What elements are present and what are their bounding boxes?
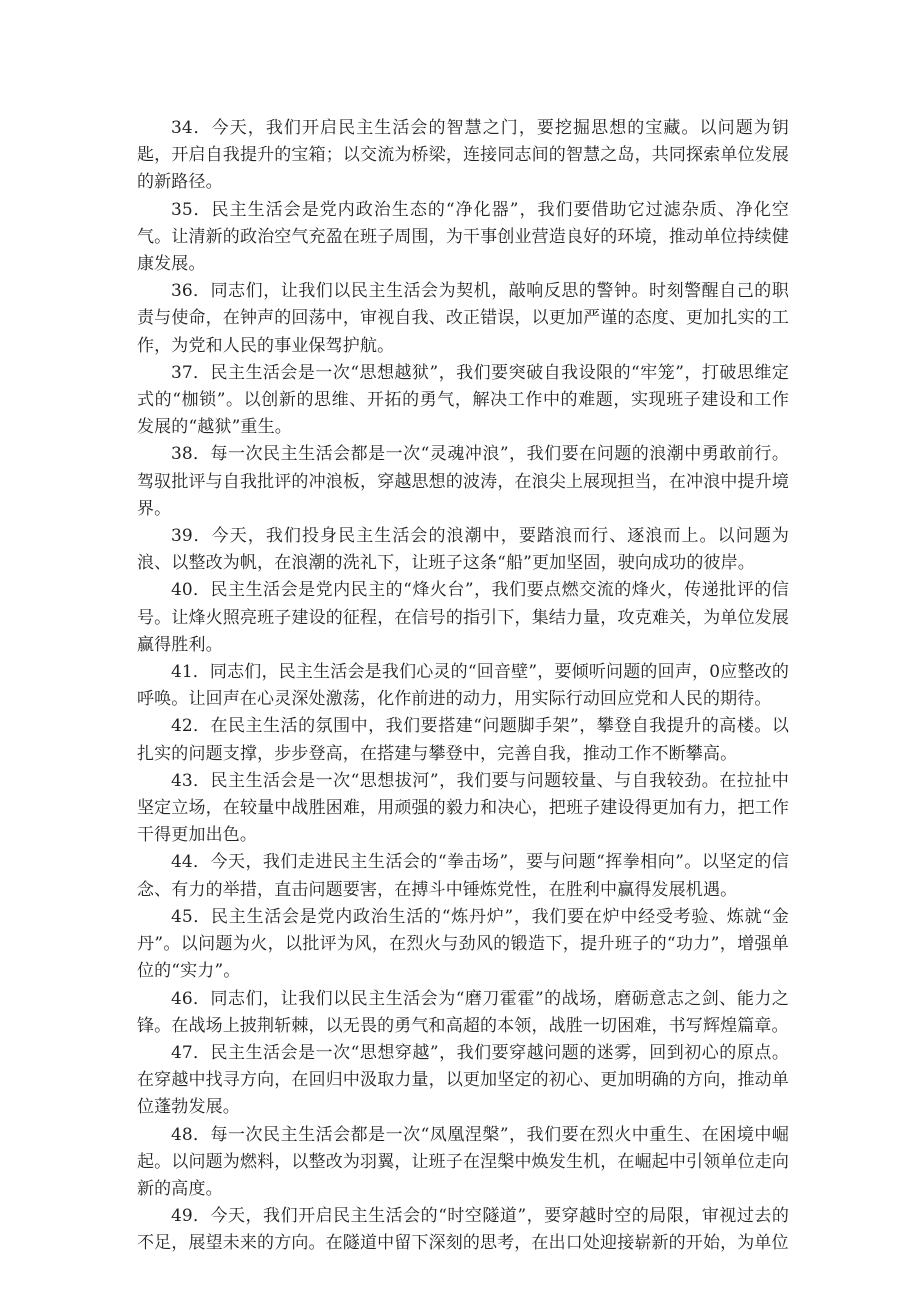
paragraph-text: ．民主生活会是一次“思想越狱”，我们要突破自我设限的“牢笼”，打破思维定式的“枷锁”。以创新的思维、开拓的勇气，解决工作中的难题，实现班子建设和工作发展的“越狱”重生。 (137, 362, 789, 438)
paragraph-number: 39 (171, 526, 193, 547)
paragraph-text: ．今天，我们开启民主生活会的智慧之门，要挖掘思想的宝藏。以问题为钥匙，开启自我提升的宝箱；以交流为桥梁，连接同志间的智慧之岛，共同探索单位发展的新路径。 (137, 118, 789, 193)
paragraph-number: 40 (171, 580, 193, 601)
paragraph-text: ．同志们，民主生活会是我们心灵的“回音壁”，要倾听问题的回声，0应整改的呼唤。让回声在心灵深处激荡，化作前进的动力，用实际行动回应党和人民的期待。 (137, 662, 789, 710)
paragraph-number: 36 (171, 281, 193, 302)
paragraph-36 (137, 278, 789, 360)
paragraph-35 (137, 197, 789, 279)
paragraph-number: 41 (171, 662, 193, 683)
paragraph-39 (137, 523, 789, 577)
paragraph-text: ．民主生活会是党内政治生态的“净化器”，我们要借助它过滤杂质、净化空气。让清新的政治空气充盈在班子周围，为干事创业营造良好的环境，推动单位持续健康发展。 (137, 199, 789, 275)
paragraph-47 (137, 1040, 789, 1122)
paragraph-number: 38 (171, 444, 193, 465)
paragraph-number: 44 (171, 852, 193, 873)
paragraph-number: 45 (171, 906, 193, 927)
paragraph-41 (137, 659, 789, 713)
paragraph-text: ．民主生活会是一次“思想拔河”，我们要与问题较量、与自我较劲。在拉扯中坚定立场，在较量中战胜困难，用顽强的毅力和决心，把班子建设得更加有力，把工作干得更加出色。 (137, 770, 789, 846)
paragraph-text: ．民主生活会是一次“思想穿越”，我们要穿越问题的迷雾，回到初心的原点。在穿越中找寻方向，在回归中汲取力量，以更加坚定的初心、更加明确的方向，推动单位蓬勃发展。 (137, 1042, 789, 1118)
paragraph-text: ．民主生活会是党内民主的“烽火台”，我们要点燃交流的烽火，传递批评的信号。让烽火照亮班子建设的征程，在信号的指引下，集结力量，攻克难关，为单位发展赢得胜利。 (137, 580, 789, 655)
paragraph-42 (137, 713, 789, 767)
paragraph-number: 34 (171, 118, 193, 138)
paragraph-number: 47 (171, 1042, 193, 1063)
paragraph-40 (137, 577, 789, 659)
paragraph-text: ．同志们，让我们以民主生活会为“磨刀霍霍”的战场，磨砺意志之剑、能力之锋。在战场上披荆斩棘，以无畏的勇气和高超的本领，战胜一切困难，书写辉煌篇章。 (137, 988, 789, 1036)
paragraph-number: 37 (171, 362, 193, 383)
paragraph-number: 48 (171, 1124, 193, 1145)
paragraph-text: ．今天，我们开启民主生活会的“时空隧道”，要穿越时空的局限，审视过去的不足，展望未来的方向。在隧道中留下深刻的思考，在出口处迎接崭新的开始，为单位 (137, 1206, 789, 1254)
paragraph-text: ．在民主生活的氛围中，我们要搭建“问题脚手架”，攀登自我提升的高楼。以扎实的问题支撑，步步登高，在搭建与攀登中，完善自我，推动工作不断攀高。 (137, 716, 789, 764)
paragraph-text: ．每一次民主生活会都是一次“灵魂冲浪”，我们要在问题的浪潮中勇敢前行。驾驭批评与自我批评的冲浪板，穿越思想的波涛，在浪尖上展现担当，在冲浪中提升境界。 (137, 444, 789, 519)
paragraph-number: 35 (171, 199, 193, 220)
paragraph-text: ．今天，我们走进民主生活会的“拳击场”，要与问题“挥拳相向”。以坚定的信念、有力的举措，直击问题要害，在搏斗中锤炼党性，在胜利中赢得发展机遇。 (137, 852, 789, 900)
paragraph-44 (137, 849, 789, 903)
paragraph-45 (137, 904, 789, 986)
paragraph-number: 42 (171, 716, 193, 737)
paragraph-34 (137, 115, 789, 197)
paragraph-text: ．今天，我们投身民主生活会的浪潮中，要踏浪而行、逐浪而上。以问题为浪、以整改为帆，在浪潮的洗礼下，让班子这条“船”更加坚固，驶向成功的彼岸。 (137, 526, 789, 574)
paragraph-number: 49 (171, 1206, 193, 1227)
paragraph-43 (137, 768, 789, 850)
paragraph-number: 43 (171, 770, 193, 791)
document-body (137, 115, 789, 1258)
paragraph-text: ．每一次民主生活会都是一次“凤凰涅槃”，我们要在烈火中重生、在困境中崛起。以问题为燃料，以整改为羽翼，让班子在涅槃中焕发生机，在崛起中引领单位走向新的高度。 (137, 1124, 789, 1199)
paragraph-49 (137, 1203, 789, 1257)
paragraph-number: 46 (171, 988, 193, 1009)
paragraph-38 (137, 441, 789, 523)
paragraph-46 (137, 986, 789, 1040)
paragraph-text: ．同志们，让我们以民主生活会为契机，敲响反思的警钟。时刻警醒自己的职责与使命，在钟声的回荡中，审视自我、改正错误，以更加严谨的态度、更加扎实的工作，为党和人民的事业保驾护航。 (137, 281, 789, 356)
paragraph-37 (137, 360, 789, 442)
paragraph-text: ．民主生活会是党内政治生活的“炼丹炉”，我们要在炉中经受考验、炼就“金丹”。以问题为火，以批评为风，在烈火与劲风的锻造下，提升班子的“功力”，增强单位的“实力”。 (137, 906, 789, 982)
paragraph-48 (137, 1122, 789, 1204)
